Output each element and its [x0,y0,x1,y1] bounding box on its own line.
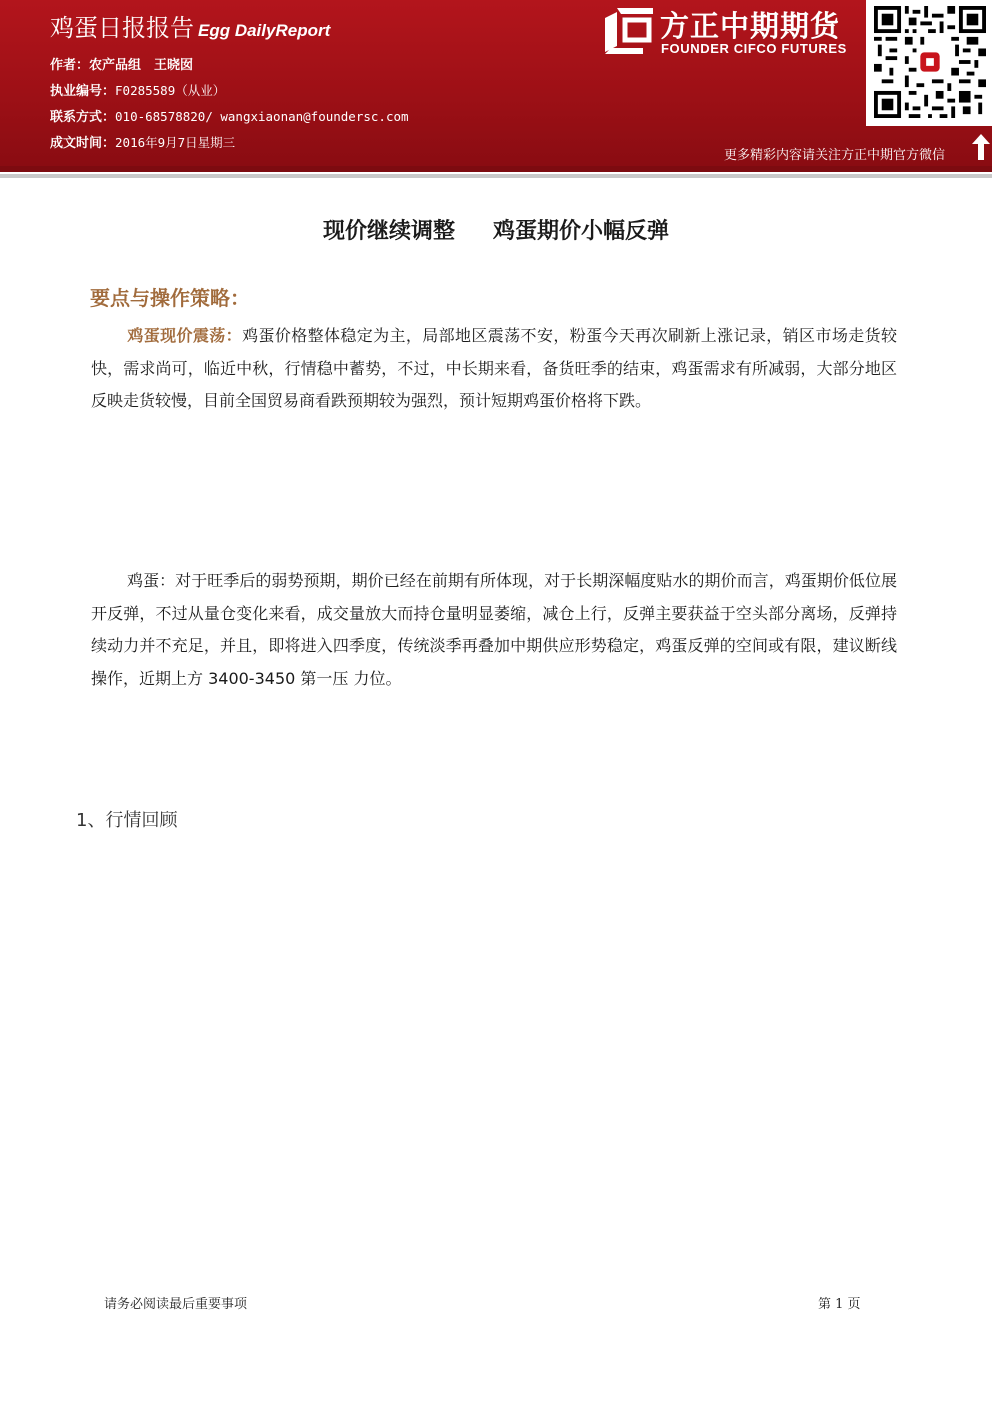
qr-code-icon [874,6,986,118]
subheading-market-review: 1、行情回顾 [76,810,178,831]
report-title [50,8,330,43]
logo-text-cn: 方正中期期货 [660,9,841,43]
license-label: 执业编号： [50,84,116,99]
license-value: F0285589（从业） [115,83,226,98]
date-line [50,132,235,151]
report-title-cn: 鸡蛋日报报告 [50,14,194,42]
banner-divider [0,166,992,172]
license-line [50,80,225,99]
document-title [0,214,992,245]
page-number: 第 1 页 [818,1297,861,1312]
report-title-en: Egg DailyReport [198,21,331,40]
contact-label: 联系方式： [50,110,116,125]
author-value: 农产品组 王晓囡 [89,58,194,73]
section-heading: 要点与操作策略： [90,286,250,310]
author-line [50,54,193,73]
logo-text-en: FOUNDER CIFCO FUTURES [661,41,847,56]
founder-logo-icon [603,8,653,54]
paragraph-lead: 鸡蛋现价震荡： [127,326,243,345]
paragraph-body: 鸡蛋：对于旺季后的弱势预期，期价已经在前期有所体现，对于长期深幅度贴水的期价而言，鸡蛋期价低位展开反弹，不过从量仓变化来看，成交量放大而持仓量明显萎缩，减仓上行，反弹主要获益于空头部分离场，反弹持续动力并不充足，并且，即将进入四季度，传统淡季再叠加中期供应形势稳定，鸡蛋反弹的空间或有限，建议断线操作，近期上方 3400-3450 第一压 力位。 [91,571,897,688]
document-title-part2: 鸡蛋期价小幅反弹 [493,219,670,244]
author-label: 作者： [50,58,90,73]
paragraph-body: 鸡蛋价格整体稳定为主，局部地区震荡不安，粉蛋今天再次刷新上涨记录，销区市场走货较快，需求尚可，临近中秋，行情稳中蓄势，不过，中长期来看，备货旺季的结束，鸡蛋需求有所减弱，大部分地区反映走货较慢，目前全国贸易商看跌预期较为强烈，预计短期鸡蛋价格将下跌。 [91,326,897,410]
contact-line [50,106,409,125]
footer-notice: 请务必阅读最后重要事项 [104,1297,248,1312]
banner-divider-shadow [0,174,992,178]
arrow-up-icon [972,134,990,160]
date-label: 成文时间： [50,136,116,151]
follow-wechat-text: 更多精彩内容请关注方正中期官方微信 [724,148,946,163]
document-title-part1: 现价继续调整 [322,219,455,244]
contact-value: 010-68578820/ wangxiaonan@foundersc.com [115,109,409,124]
qr-code [866,0,992,126]
date-value: 2016年9月7日星期三 [115,135,236,150]
paragraph-spot-price [91,320,897,418]
paragraph-futures [91,565,897,695]
